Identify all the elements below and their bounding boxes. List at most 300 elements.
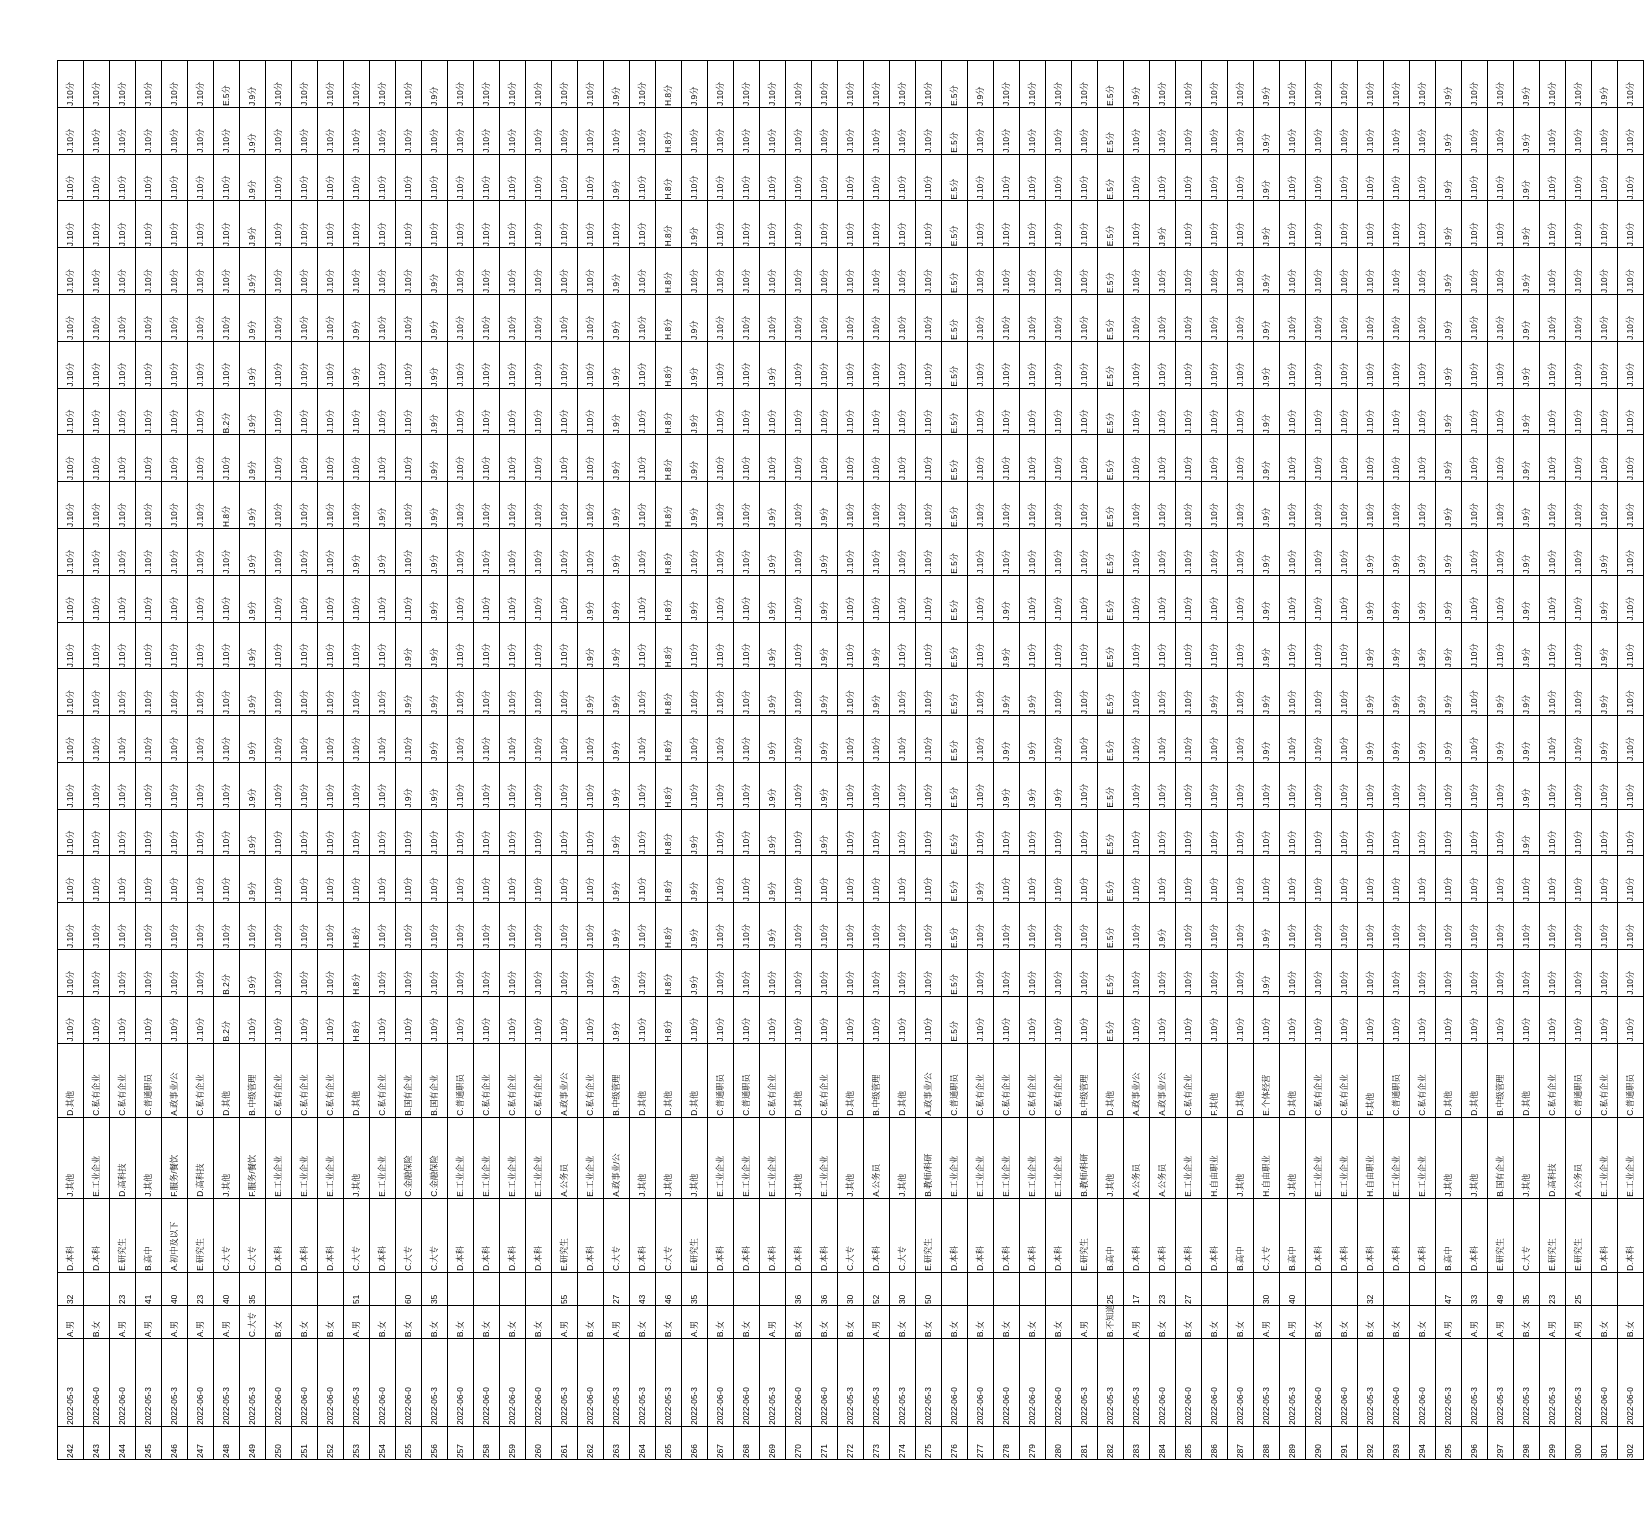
gender-cell: A.男 — [1488, 1305, 1514, 1338]
score-cell: E.5分 — [942, 528, 968, 575]
table-row — [370, 61, 396, 1460]
score-cell: J.10分 — [448, 388, 474, 435]
score-cell: J.10分 — [188, 154, 214, 201]
score-cell: J.10分 — [734, 341, 760, 388]
score-cell: J.10分 — [1046, 388, 1072, 435]
score-cell: H.8分 — [656, 341, 682, 388]
score-cell: J.10分 — [708, 996, 734, 1043]
row-index-cell: 297 — [1488, 1426, 1514, 1459]
education-cell: E.研究生 — [916, 1198, 942, 1272]
score-cell: J.10分 — [1046, 575, 1072, 622]
score-cell: J.10分 — [1202, 435, 1228, 482]
score-cell: J.10分 — [760, 154, 786, 201]
score-cell: J.10分 — [578, 341, 604, 388]
score-cell: J.10分 — [812, 388, 838, 435]
score-cell: J.10分 — [396, 295, 422, 342]
score-cell: J.10分 — [84, 762, 110, 809]
score-cell: J.10分 — [214, 107, 240, 154]
age-cell — [266, 1272, 292, 1305]
score-cell: J.10分 — [1228, 622, 1254, 669]
score-cell: J.10分 — [266, 762, 292, 809]
score-cell: J.10分 — [1384, 856, 1410, 903]
score-cell: J.10分 — [1540, 903, 1566, 950]
education-cell: D.本科 — [1410, 1198, 1436, 1272]
score-cell: J.10分 — [1046, 669, 1072, 716]
gender-cell: B.女 — [916, 1305, 942, 1338]
score-cell: J.10分 — [1306, 856, 1332, 903]
score-cell: J.10分 — [1150, 809, 1176, 856]
organization-cell: C.普通职员 — [1618, 1043, 1644, 1117]
score-cell: J.9分 — [812, 622, 838, 669]
score-cell: J.9分 — [604, 248, 630, 295]
score-cell: J.10分 — [1462, 341, 1488, 388]
score-cell: J.10分 — [526, 622, 552, 669]
score-cell: J.10分 — [318, 435, 344, 482]
score-cell: J.10分 — [1488, 435, 1514, 482]
score-cell: J.10分 — [1280, 248, 1306, 295]
score-cell: J.10分 — [292, 575, 318, 622]
timestamp-cell: 2022-06-0 — [1306, 1339, 1332, 1427]
score-cell: J.9分 — [1514, 575, 1540, 622]
gender-cell: B.女 — [1202, 1305, 1228, 1338]
score-cell: J.10分 — [994, 482, 1020, 529]
score-cell: J.10分 — [188, 388, 214, 435]
education-cell: B.高中 — [1228, 1198, 1254, 1272]
score-cell: J.10分 — [1488, 903, 1514, 950]
table-row — [136, 61, 162, 1460]
score-cell: J.10分 — [552, 107, 578, 154]
score-cell: J.9分 — [1436, 341, 1462, 388]
score-cell: J.10分 — [318, 248, 344, 295]
score-cell: J.10分 — [708, 154, 734, 201]
score-cell: J.10分 — [1618, 107, 1644, 154]
score-cell: J.10分 — [1618, 716, 1644, 763]
score-cell: J.9分 — [812, 528, 838, 575]
education-cell: D.本科 — [1150, 1198, 1176, 1272]
score-cell: J.9分 — [1592, 61, 1618, 108]
score-cell: J.10分 — [526, 856, 552, 903]
occupation-cell: B.国有企业 — [1488, 1117, 1514, 1198]
score-cell: J.10分 — [838, 949, 864, 996]
score-cell: J.9分 — [604, 388, 630, 435]
score-cell: J.10分 — [890, 622, 916, 669]
score-cell: J.10分 — [890, 762, 916, 809]
score-cell: J.10分 — [786, 622, 812, 669]
score-cell: J.10分 — [474, 716, 500, 763]
score-cell: J.10分 — [708, 61, 734, 108]
score-cell: J.10分 — [526, 388, 552, 435]
score-cell: J.10分 — [1280, 949, 1306, 996]
occupation-cell: H.自由职业 — [1358, 1117, 1384, 1198]
score-cell: J.10分 — [318, 295, 344, 342]
score-cell: J.10分 — [188, 201, 214, 248]
timestamp-cell: 2022-05-3 — [344, 1339, 370, 1427]
organization-cell: D.其他 — [630, 1043, 656, 1117]
score-cell: J.10分 — [1462, 295, 1488, 342]
score-cell: J.9分 — [240, 61, 266, 108]
score-cell: J.10分 — [1332, 762, 1358, 809]
organization-cell: D.其他 — [344, 1043, 370, 1117]
score-cell: J.10分 — [682, 528, 708, 575]
score-cell: J.10分 — [1410, 996, 1436, 1043]
score-cell: J.10分 — [162, 949, 188, 996]
score-cell: J.10分 — [786, 482, 812, 529]
score-cell: H.8分 — [656, 669, 682, 716]
score-cell: J.10分 — [916, 154, 942, 201]
table-row — [812, 61, 838, 1460]
score-cell: J.10分 — [1020, 295, 1046, 342]
score-cell: J.10分 — [734, 388, 760, 435]
score-cell: J.9分 — [240, 856, 266, 903]
row-index-cell: 252 — [318, 1426, 344, 1459]
score-cell: J.10分 — [474, 107, 500, 154]
score-cell: J.10分 — [1306, 903, 1332, 950]
score-cell: J.10分 — [526, 903, 552, 950]
score-cell: J.9分 — [1150, 201, 1176, 248]
score-cell: J.10分 — [1202, 716, 1228, 763]
table-row — [214, 61, 240, 1460]
score-cell: J.10分 — [318, 482, 344, 529]
score-cell: J.10分 — [422, 201, 448, 248]
score-cell: J.9分 — [422, 61, 448, 108]
organization-cell: D.其他 — [1462, 1043, 1488, 1117]
score-cell: J.10分 — [1566, 903, 1592, 950]
score-cell: J.10分 — [292, 61, 318, 108]
score-cell: J.10分 — [1072, 295, 1098, 342]
occupation-cell: J.其他 — [656, 1117, 682, 1198]
score-cell: J.10分 — [968, 996, 994, 1043]
score-cell: J.10分 — [1332, 295, 1358, 342]
score-cell: J.10分 — [1488, 482, 1514, 529]
score-cell: J.10分 — [630, 482, 656, 529]
timestamp-cell: 2022-05-3 — [682, 1339, 708, 1427]
score-cell: J.10分 — [708, 528, 734, 575]
score-cell: J.9分 — [604, 295, 630, 342]
score-cell: J.10分 — [1618, 669, 1644, 716]
score-cell: J.10分 — [552, 201, 578, 248]
score-cell: J.10分 — [188, 716, 214, 763]
score-cell: J.10分 — [188, 669, 214, 716]
score-cell: J.10分 — [1150, 107, 1176, 154]
score-cell: J.10分 — [136, 856, 162, 903]
score-cell: J.10分 — [1072, 575, 1098, 622]
score-cell: J.10分 — [760, 61, 786, 108]
occupation-cell: E.工业企业 — [968, 1117, 994, 1198]
score-cell: J.10分 — [812, 154, 838, 201]
score-cell: J.10分 — [162, 341, 188, 388]
score-cell: J.10分 — [916, 809, 942, 856]
timestamp-cell: 2022-06-0 — [812, 1339, 838, 1427]
score-cell: J.10分 — [1384, 107, 1410, 154]
score-cell: J.10分 — [500, 949, 526, 996]
score-cell: J.10分 — [1488, 856, 1514, 903]
score-cell: J.10分 — [838, 856, 864, 903]
score-cell: J.9分 — [604, 903, 630, 950]
score-cell: J.10分 — [1254, 809, 1280, 856]
timestamp-cell: 2022-06-0 — [1592, 1339, 1618, 1427]
organization-cell: C.私有企业 — [1046, 1043, 1072, 1117]
score-cell: E.5分 — [1098, 528, 1124, 575]
score-cell: J.10分 — [916, 388, 942, 435]
score-cell: J.10分 — [864, 856, 890, 903]
score-cell: J.10分 — [500, 528, 526, 575]
score-cell: J.10分 — [1150, 856, 1176, 903]
score-cell: J.10分 — [1046, 107, 1072, 154]
score-cell: J.10分 — [864, 201, 890, 248]
score-cell: J.10分 — [1280, 575, 1306, 622]
score-cell: J.10分 — [1124, 996, 1150, 1043]
score-cell: J.10分 — [552, 435, 578, 482]
score-cell: J.10分 — [734, 856, 760, 903]
score-cell: J.10分 — [890, 341, 916, 388]
score-cell: J.10分 — [578, 295, 604, 342]
score-cell: J.10分 — [708, 341, 734, 388]
score-cell: J.10分 — [1618, 528, 1644, 575]
score-cell: J.10分 — [1046, 482, 1072, 529]
score-cell: J.10分 — [1488, 388, 1514, 435]
occupation-cell: E.工业企业 — [734, 1117, 760, 1198]
score-cell: J.10分 — [838, 248, 864, 295]
score-cell: E.5分 — [942, 201, 968, 248]
score-cell: J.10分 — [916, 435, 942, 482]
score-cell: J.10分 — [1280, 903, 1306, 950]
score-cell: J.10分 — [292, 903, 318, 950]
score-cell: J.10分 — [1488, 295, 1514, 342]
row-index-cell: 265 — [656, 1426, 682, 1459]
score-cell: J.9分 — [240, 107, 266, 154]
score-cell: J.9分 — [396, 762, 422, 809]
score-cell: J.10分 — [1618, 949, 1644, 996]
gender-cell: B.女 — [500, 1305, 526, 1338]
row-index-cell: 273 — [864, 1426, 890, 1459]
score-cell: J.10分 — [734, 201, 760, 248]
score-cell: J.9分 — [1358, 669, 1384, 716]
occupation-cell: E.工业企业 — [1618, 1117, 1644, 1198]
score-cell: J.10分 — [1358, 295, 1384, 342]
score-cell: J.10分 — [136, 669, 162, 716]
score-cell: J.10分 — [968, 154, 994, 201]
score-cell: J.9分 — [994, 669, 1020, 716]
score-cell: J.10分 — [1462, 856, 1488, 903]
score-cell: J.10分 — [1358, 482, 1384, 529]
timestamp-cell: 2022-05-3 — [656, 1339, 682, 1427]
score-cell: J.10分 — [1072, 435, 1098, 482]
score-cell: J.10分 — [1462, 669, 1488, 716]
score-cell: J.10分 — [1072, 856, 1098, 903]
score-cell: J.10分 — [500, 201, 526, 248]
timestamp-cell: 2022-06-0 — [786, 1339, 812, 1427]
score-cell: J.9分 — [968, 61, 994, 108]
score-cell: J.10分 — [1488, 575, 1514, 622]
score-cell: J.9分 — [760, 622, 786, 669]
score-cell: J.10分 — [1020, 856, 1046, 903]
score-cell: J.10分 — [1280, 482, 1306, 529]
score-cell: J.10分 — [1228, 528, 1254, 575]
row-index-cell: 284 — [1150, 1426, 1176, 1459]
score-cell: J.10分 — [84, 949, 110, 996]
score-cell: J.10分 — [838, 996, 864, 1043]
score-cell: J.10分 — [318, 61, 344, 108]
table-row — [1254, 61, 1280, 1460]
score-cell: J.10分 — [1176, 248, 1202, 295]
score-cell: J.9分 — [1020, 669, 1046, 716]
occupation-cell: E.工业企业 — [266, 1117, 292, 1198]
row-index-cell: 287 — [1228, 1426, 1254, 1459]
score-cell: J.10分 — [344, 762, 370, 809]
score-cell: J.10分 — [292, 669, 318, 716]
score-cell: J.10分 — [786, 528, 812, 575]
score-cell: J.10分 — [58, 388, 84, 435]
score-cell: J.9分 — [1514, 762, 1540, 809]
education-cell: C.大专 — [396, 1198, 422, 1272]
score-cell: J.10分 — [916, 107, 942, 154]
score-cell: J.10分 — [1046, 435, 1072, 482]
organization-cell: C.私有企业 — [968, 1043, 994, 1117]
score-cell: J.10分 — [500, 388, 526, 435]
score-cell: J.10分 — [1072, 528, 1098, 575]
age-cell: 40 — [162, 1272, 188, 1305]
occupation-cell: E.工业企业 — [84, 1117, 110, 1198]
score-cell: J.10分 — [1618, 996, 1644, 1043]
score-cell: J.10分 — [1202, 201, 1228, 248]
organization-cell: C.普通职员 — [136, 1043, 162, 1117]
score-cell: J.10分 — [448, 996, 474, 1043]
score-cell: J.10分 — [500, 61, 526, 108]
occupation-cell: E.工业企业 — [1410, 1117, 1436, 1198]
score-cell: J.10分 — [734, 903, 760, 950]
score-cell: J.10分 — [1020, 107, 1046, 154]
score-cell: J.10分 — [786, 341, 812, 388]
organization-cell: D.其他 — [656, 1043, 682, 1117]
score-cell: J.10分 — [214, 856, 240, 903]
age-cell: 36 — [786, 1272, 812, 1305]
score-cell: J.10分 — [1540, 435, 1566, 482]
score-cell: J.10分 — [136, 341, 162, 388]
score-cell: J.9分 — [1436, 622, 1462, 669]
score-cell: J.10分 — [448, 669, 474, 716]
score-cell: J.10分 — [500, 716, 526, 763]
score-cell: J.10分 — [526, 341, 552, 388]
gender-cell: A.男 — [188, 1305, 214, 1338]
score-cell: J.9分 — [240, 622, 266, 669]
score-cell: J.9分 — [1514, 435, 1540, 482]
score-cell: J.9分 — [1514, 482, 1540, 529]
timestamp-cell: 2022-06-0 — [474, 1339, 500, 1427]
score-cell: J.10分 — [58, 201, 84, 248]
score-cell: J.10分 — [1618, 903, 1644, 950]
score-cell: J.10分 — [1410, 341, 1436, 388]
score-cell: J.10分 — [396, 201, 422, 248]
organization-cell: C.普通职员 — [448, 1043, 474, 1117]
score-cell: J.10分 — [578, 248, 604, 295]
score-cell: J.10分 — [1150, 949, 1176, 996]
row-index-cell: 247 — [188, 1426, 214, 1459]
timestamp-cell: 2022-05-3 — [240, 1339, 266, 1427]
score-cell: J.10分 — [968, 622, 994, 669]
score-cell: J.10分 — [734, 107, 760, 154]
score-cell: J.10分 — [422, 996, 448, 1043]
score-cell: J.10分 — [786, 201, 812, 248]
score-cell: J.10分 — [1566, 575, 1592, 622]
score-cell: J.10分 — [162, 996, 188, 1043]
score-cell: J.10分 — [1488, 201, 1514, 248]
score-cell: J.10分 — [84, 575, 110, 622]
score-cell: J.10分 — [422, 154, 448, 201]
score-cell: J.10分 — [786, 996, 812, 1043]
score-cell: J.10分 — [526, 107, 552, 154]
score-cell: J.10分 — [786, 154, 812, 201]
score-cell: J.10分 — [1176, 856, 1202, 903]
score-cell: J.10分 — [500, 295, 526, 342]
score-cell: J.10分 — [1566, 856, 1592, 903]
timestamp-cell: 2022-06-0 — [84, 1339, 110, 1427]
gender-cell: B.女 — [1410, 1305, 1436, 1338]
education-cell: B.高中 — [136, 1198, 162, 1272]
score-cell: J.10分 — [708, 107, 734, 154]
score-cell: J.9分 — [1592, 622, 1618, 669]
score-cell: J.10分 — [1566, 809, 1592, 856]
score-cell: J.10分 — [812, 856, 838, 903]
score-cell: J.10分 — [1488, 762, 1514, 809]
score-cell: J.10分 — [1462, 248, 1488, 295]
score-cell: J.10分 — [162, 107, 188, 154]
row-index-cell: 244 — [110, 1426, 136, 1459]
organization-cell: C.普通职员 — [942, 1043, 968, 1117]
score-cell: J.10分 — [578, 435, 604, 482]
score-cell: J.10分 — [864, 716, 890, 763]
organization-cell: B.中级管理 — [604, 1043, 630, 1117]
score-cell: J.10分 — [838, 482, 864, 529]
row-index-cell: 301 — [1592, 1426, 1618, 1459]
score-cell: J.9分 — [240, 669, 266, 716]
organization-cell: C.私有企业 — [1592, 1043, 1618, 1117]
score-cell: H.8分 — [344, 903, 370, 950]
gender-cell: B.女 — [1046, 1305, 1072, 1338]
organization-cell: B.国有企业 — [396, 1043, 422, 1117]
education-cell: D.本科 — [734, 1198, 760, 1272]
organization-cell: F.其他 — [1202, 1043, 1228, 1117]
score-cell: J.10分 — [1540, 388, 1566, 435]
score-cell: J.10分 — [84, 622, 110, 669]
score-cell: J.10分 — [214, 528, 240, 575]
score-cell: J.10分 — [162, 248, 188, 295]
score-cell: J.10分 — [474, 248, 500, 295]
score-cell: J.10分 — [1540, 482, 1566, 529]
score-cell: J.10分 — [552, 809, 578, 856]
score-cell: J.10分 — [1358, 107, 1384, 154]
age-cell: 23 — [188, 1272, 214, 1305]
gender-cell: A.男 — [1254, 1305, 1280, 1338]
score-cell: J.10分 — [552, 482, 578, 529]
score-cell: J.9分 — [1254, 622, 1280, 669]
score-cell: J.10分 — [266, 669, 292, 716]
occupation-cell: E.工业企业 — [318, 1117, 344, 1198]
table-row — [864, 61, 890, 1460]
score-cell: J.10分 — [1150, 248, 1176, 295]
score-cell: J.10分 — [110, 341, 136, 388]
table-row — [1202, 61, 1228, 1460]
score-cell: J.10分 — [1306, 388, 1332, 435]
score-cell: J.9分 — [240, 388, 266, 435]
score-cell: J.10分 — [1384, 154, 1410, 201]
gender-cell: B.不知道 — [1098, 1305, 1124, 1338]
score-cell: J.10分 — [162, 154, 188, 201]
score-cell: E.5分 — [1098, 716, 1124, 763]
score-cell: J.10分 — [1020, 248, 1046, 295]
score-cell: J.10分 — [968, 809, 994, 856]
timestamp-cell: 2022-05-3 — [760, 1339, 786, 1427]
score-cell: J.10分 — [1280, 622, 1306, 669]
